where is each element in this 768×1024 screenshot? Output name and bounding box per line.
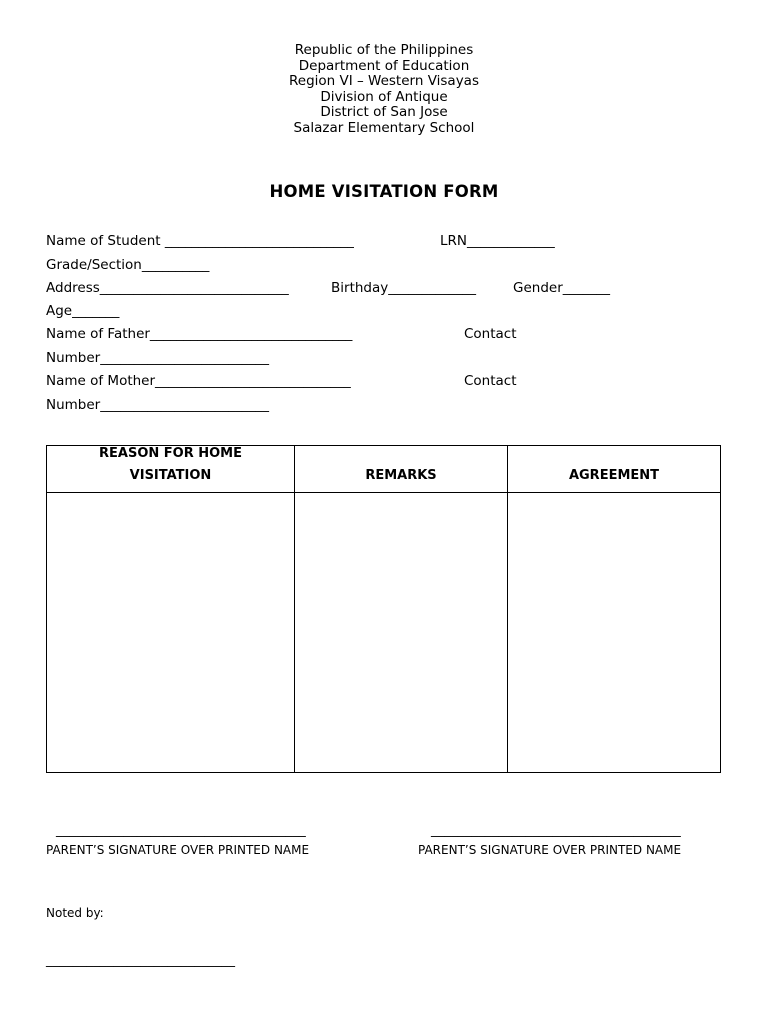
table-cell-reason[interactable]	[47, 493, 294, 772]
header-line-district: District of San Jose	[320, 104, 448, 120]
table-cell-remarks[interactable]	[295, 493, 507, 772]
header-line-department: Department of Education	[298, 57, 470, 74]
field-contact-father: Contact	[464, 326, 517, 342]
field-age: Age_______	[46, 303, 120, 319]
table-header-reason	[47, 443, 294, 487]
field-number-father: Number_________________________	[46, 350, 269, 366]
table-header-agreement: AGREEMENT	[568, 468, 660, 483]
field-name-of-mother: Name of Mother_____________________________	[46, 373, 351, 389]
table-cell-agreement[interactable]	[508, 493, 720, 772]
letterhead	[0, 43, 768, 136]
header-line-division: Division of Antique	[320, 88, 448, 105]
signature-line-right[interactable]: _____________________________________	[431, 822, 681, 838]
header-line-republic: Republic of the Philippines	[294, 42, 474, 58]
field-number-mother: Number_________________________	[46, 397, 269, 413]
field-contact-mother: Contact	[464, 373, 517, 389]
table-header-reason-line2: VISITATION	[129, 468, 212, 483]
field-grade-section: Grade/Section__________	[46, 257, 210, 273]
table-header-remarks: REMARKS	[365, 468, 437, 483]
form-title: HOME VISITATION FORM	[269, 182, 499, 201]
signature-line-left[interactable]: _____________________________________	[56, 822, 306, 838]
visitation-table	[46, 445, 721, 773]
noted-by-line[interactable]: ____________________________	[46, 952, 235, 968]
signature-label-right: PARENT’S SIGNATURE OVER PRINTED NAME	[418, 843, 682, 857]
field-address: Address____________________________	[46, 280, 289, 296]
header-line-region: Region VI – Western Visayas	[288, 73, 479, 89]
table-header-reason-line1: REASON FOR HOME	[99, 446, 242, 461]
field-lrn: LRN_____________	[440, 233, 555, 249]
field-name-of-father: Name of Father______________________________	[46, 326, 353, 342]
signature-label-left: PARENT’S SIGNATURE OVER PRINTED NAME	[46, 843, 310, 857]
header-line-school: Salazar Elementary School	[293, 119, 475, 136]
field-name-of-student: Name of Student ____________________________	[46, 233, 354, 249]
noted-by-label: Noted by:	[46, 906, 104, 920]
field-birthday: Birthday_____________	[331, 280, 476, 296]
field-gender: Gender_______	[513, 280, 610, 296]
